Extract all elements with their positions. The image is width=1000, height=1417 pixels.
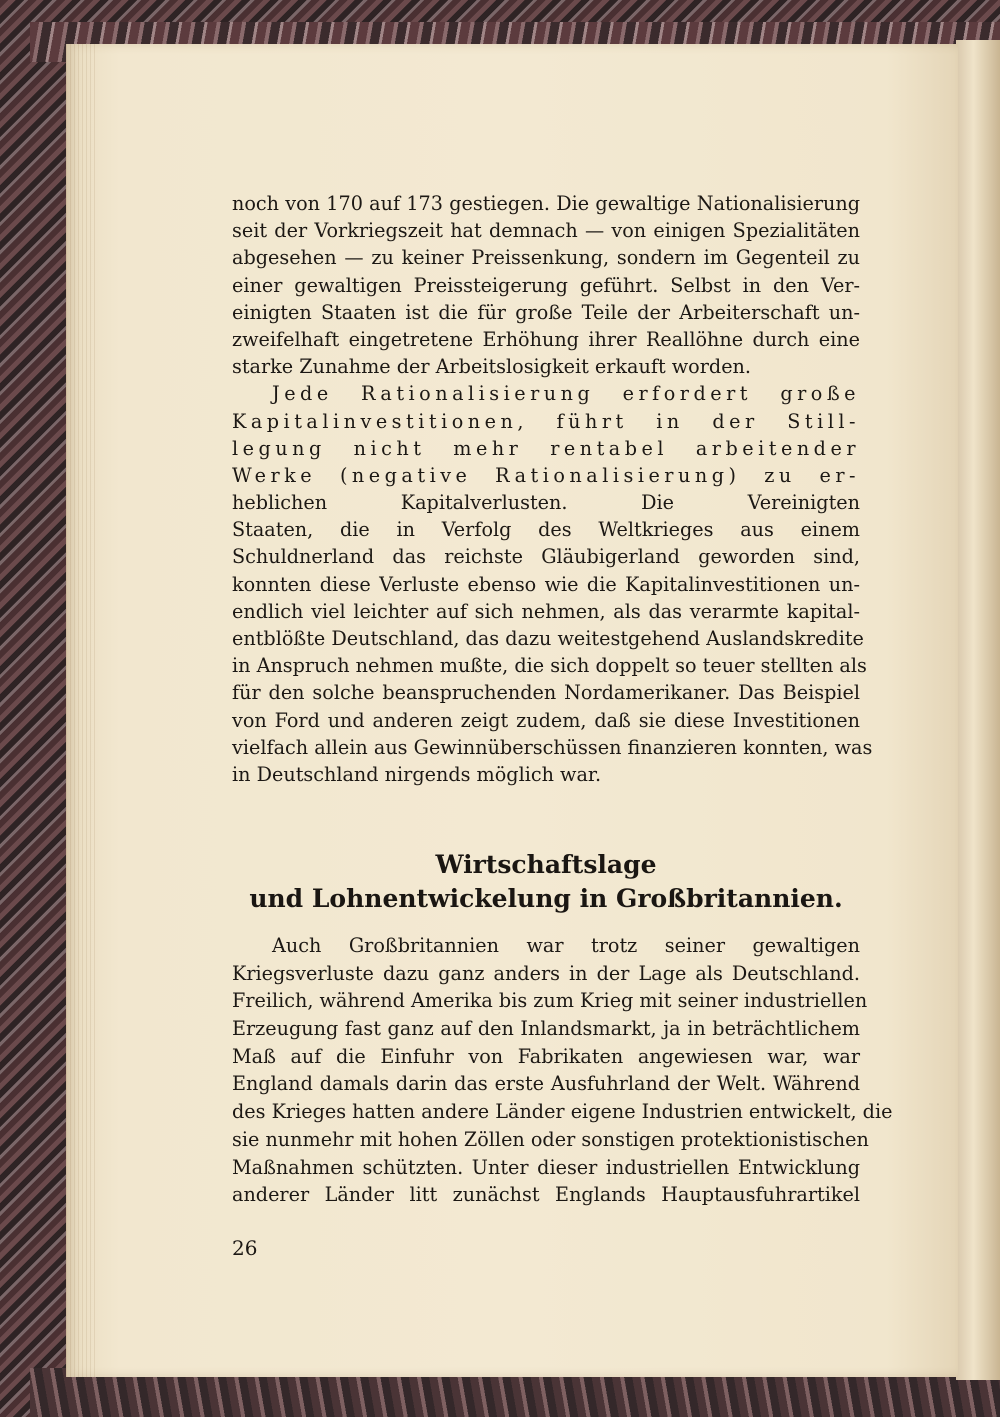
text-line: anderer Länder litt zunächst Englands Hauptausfuhrartikel [232, 1183, 860, 1207]
text-line: Freilich, während Amerika bis zum Krieg mit seiner industriellen [232, 989, 868, 1013]
text-line: Maß auf die Einfuhr von Fabrikaten angewiesen war, war [232, 1044, 860, 1068]
text-line: endlich viel leichter auf sich nehmen, als das verarmte kapital- [232, 599, 860, 623]
text-line: seit der Vorkriegszeit hat demnach — von einigen Spezialitäten [232, 219, 860, 243]
text-line: einigten Staaten ist die für große Teile der Arbeiterschaft un- [232, 300, 860, 324]
text-line: sie nunmehr mit hohen Zöllen oder sonstigen protektionistischen [232, 1127, 869, 1151]
text-line: noch von 170 auf 173 gestiegen. Die gewaltige Nationalisierung [232, 192, 860, 215]
text-line-spaced: legung nicht mehr rentabel arbeitender [232, 436, 860, 460]
text-line: starke Zunahme der Arbeitslosigkeit erkauft worden. [232, 355, 751, 379]
text-line: Maßnahmen schützten. Unter dieser industriellen Entwicklung [232, 1155, 860, 1179]
text-line: Schuldnerland das reichste Gläubigerland geworden sind, [232, 545, 860, 569]
text-line: heblichen Kapitalverlusten. Die Vereinigten [232, 491, 860, 515]
text-line: einer gewaltigen Preissteigerung geführt. Selbst in den Ver- [232, 273, 860, 297]
text-line: Staaten, die in Verfolg des Weltkrieges aus einem [232, 518, 860, 542]
text-line: für den solche beanspruchenden Nordamerikaner. Das Beispiel [232, 681, 860, 705]
text-line: in Deutschland nirgends möglich war. [232, 762, 602, 786]
text-line-spaced: Kapitalinvestitionen, führt in der Still- [232, 409, 860, 433]
text-line: entblößte Deutschland, das dazu weitestgehend Auslandskredite [232, 627, 864, 650]
text-line: des Krieges hatten andere Länder eigene Industrien entwickelt, die [232, 1100, 893, 1124]
body-text-lower [232, 932, 893, 1209]
section-heading [232, 848, 860, 916]
text-line: Kriegsverluste dazu ganz anders in der Lage als Deutschland. [232, 961, 860, 985]
page-stack-edges [66, 44, 96, 1377]
page-number: 26 [232, 1236, 258, 1260]
text-line: Erzeugung fast ganz auf den Inlandsmarkt, ja in beträchtlichem [232, 1017, 860, 1041]
text-line-spaced: Jede Rationalisierung erfordert große [272, 382, 860, 406]
text-line: abgesehen — zu keiner Preissenkung, sondern im Gegenteil zu [232, 246, 860, 270]
text-line: von Ford und anderen zeigt zudem, daß sie diese Investitionen [232, 708, 860, 732]
text-line: England damals darin das erste Ausfuhrland der Welt. Während [232, 1072, 860, 1096]
text-line: zweifelhaft eingetretene Erhöhung ihrer Reallöhne durch eine [232, 327, 860, 351]
section-heading-line-2: und Lohnentwickelung in Großbritannien. [249, 884, 843, 913]
text-line: in Anspruch nehmen mußte, die sich doppelt so teuer stellten als [232, 654, 867, 678]
text-line: Auch Großbritannien war trotz seiner gewaltigen [272, 934, 860, 957]
next-page-edge [956, 40, 1000, 1380]
text-line: konnten diese Verluste ebenso wie die Kapitalinvestitionen un- [232, 572, 860, 596]
body-text-upper [232, 190, 873, 788]
text-line: vielfach allein aus Gewinnüberschüssen finanzieren konnten, was [232, 735, 873, 759]
section-heading-line-1: Wirtschaftslage [435, 850, 657, 879]
text-line-spaced: Werke (negative Rationalisierung) zu er- [232, 463, 860, 487]
